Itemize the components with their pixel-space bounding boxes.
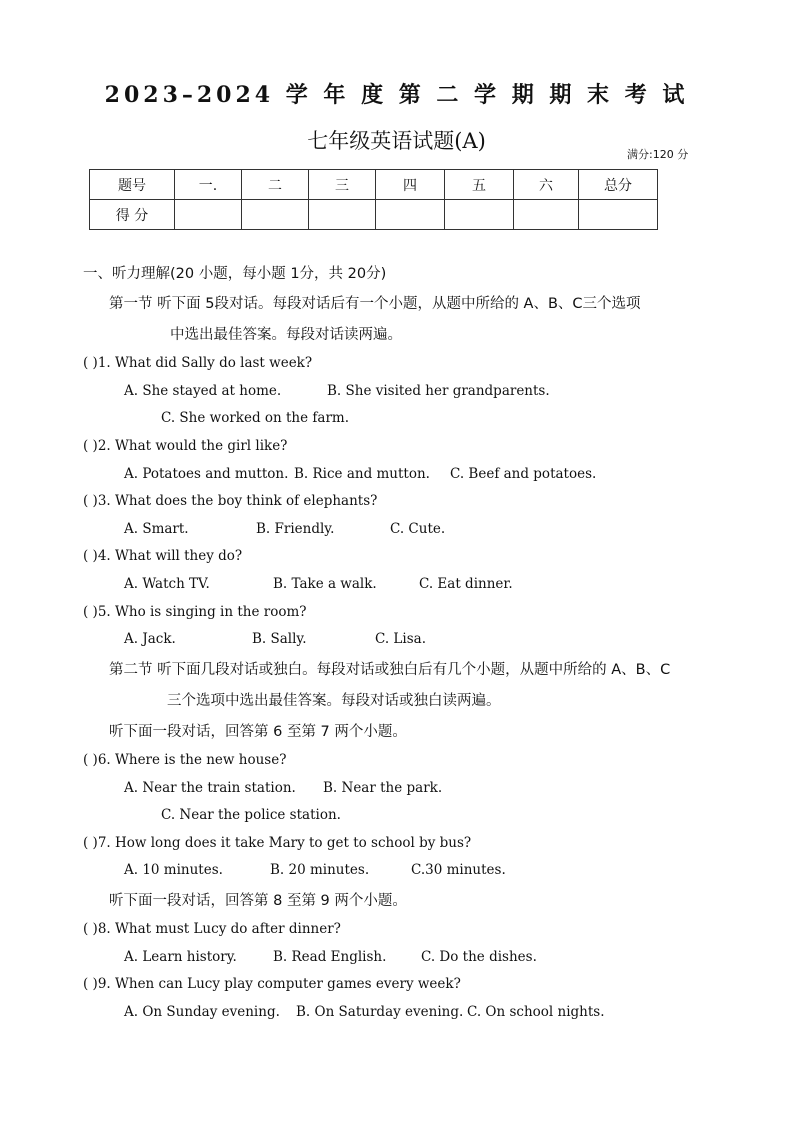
score-cell: 二 (242, 170, 309, 200)
dialog-instruction: 听下面一段对话，回答第 8 至第 9 两个小题。 (109, 893, 407, 909)
score-cell: 五 (445, 170, 514, 200)
question-stem: ( )6. Where is the new house? (83, 752, 287, 768)
option-c: C. Near the police station. (161, 807, 341, 823)
option-b: B. Read English. (273, 949, 387, 965)
option-c: C.30 minutes. (411, 862, 506, 878)
option-b: B. 20 minutes. (270, 862, 370, 878)
question-stem: ( )9. When can Lucy play computer games every week? (83, 976, 461, 992)
section2-instruction: 第二节 听下面几段对话或独白。每段对话或独白后有几个小题，从题中所给的 A、B、C (109, 662, 671, 678)
exam-title: 2023–2024 学 年 度 第 二 学 期 期 末 考 试 (104, 82, 689, 108)
score-cell: 四 (376, 170, 445, 200)
question-stem: ( )7. How long does it take Mary to get to school by bus? (83, 835, 472, 851)
question-stem: ( )2. What would the girl like? (83, 438, 288, 454)
option-b: B. On Saturday evening. (296, 1004, 464, 1020)
option-c: C. She worked on the farm. (161, 410, 349, 426)
question-stem: ( )3. What does the boy think of elephants? (83, 493, 378, 509)
question-stem: ( )1. What did Sally do last week? (83, 355, 313, 371)
score-table-header-row (90, 170, 658, 200)
option-a: A. Learn history. (124, 949, 237, 965)
score-blank (175, 200, 242, 230)
score-blank (514, 200, 579, 230)
score-cell: 总分 (579, 170, 658, 200)
score-blank (445, 200, 514, 230)
option-c: C. Cute. (390, 521, 446, 537)
question-stem: ( )4. What will they do? (83, 548, 243, 564)
dialog-instruction: 听下面一段对话，回答第 6 至第 7 两个小题。 (109, 724, 407, 740)
option-b: B. Near the park. (323, 780, 443, 796)
score-blank (242, 200, 309, 230)
option-b: B. Take a walk. (273, 576, 377, 592)
question-stem: ( )8. What must Lucy do after dinner? (83, 921, 341, 937)
option-c: C. Eat dinner. (419, 576, 513, 592)
score-row-label: 得 分 (90, 200, 175, 230)
score-blank (579, 200, 658, 230)
option-a: A. On Sunday evening. (124, 1004, 280, 1020)
option-a: A. Smart. (124, 521, 189, 537)
option-b: B. She visited her grandparents. (327, 383, 550, 399)
score-cell: 一. (175, 170, 242, 200)
full-score: 满分:120 分 (627, 148, 689, 161)
score-table (89, 169, 658, 230)
score-cell: 三 (309, 170, 376, 200)
section2-instruction-cont: 三个选项中选出最佳答案。每段对话或独白读两遍。 (167, 693, 501, 709)
option-b: B. Rice and mutton. (294, 466, 430, 482)
exam-subtitle: 七年级英语试题(A) (307, 129, 486, 153)
option-a: A. She stayed at home. (124, 383, 282, 399)
question-stem: ( )5. Who is singing in the room? (83, 604, 307, 620)
option-a: A. Potatoes and mutton. (124, 466, 289, 482)
option-a: A. Watch TV. (124, 576, 210, 592)
score-cell: 题号 (90, 170, 175, 200)
score-cell: 六 (514, 170, 579, 200)
option-c: C. Beef and potatoes. (450, 466, 597, 482)
score-blank (309, 200, 376, 230)
option-a: A. 10 minutes. (124, 862, 223, 878)
option-c: C. Lisa. (375, 631, 426, 647)
option-a: A. Near the train station. (124, 780, 296, 796)
score-table-score-row (90, 200, 658, 230)
option-a: A. Jack. (124, 631, 176, 647)
part1-heading: 一、听力理解(20 小题，每小题 1分，共 20分) (83, 266, 387, 282)
option-c: C. Do the dishes. (421, 949, 537, 965)
option-b: B. Sally. (252, 631, 307, 647)
option-c: C. On school nights. (467, 1004, 605, 1020)
section1-instruction-cont: 中选出最佳答案。每段对话读两遍。 (170, 327, 402, 343)
section1-instruction: 第一节 听下面 5段对话。每段对话后有一个小题，从题中所给的 A、B、C三个选项 (109, 296, 641, 312)
score-blank (376, 200, 445, 230)
option-b: B. Friendly. (256, 521, 335, 537)
